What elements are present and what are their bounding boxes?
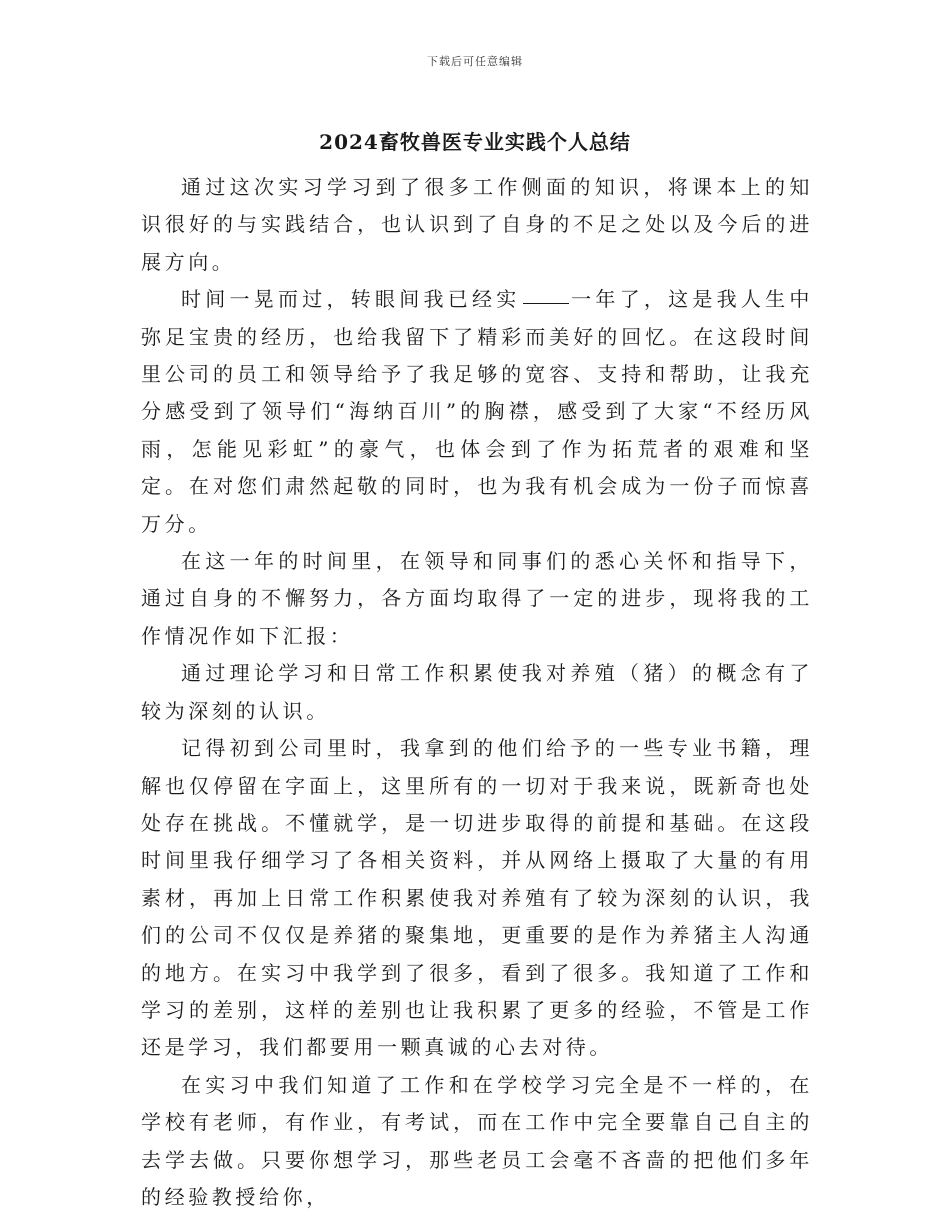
paragraph-4: 通过理论学习和日常工作积累使我对养殖（猪）的概念有了较为深刻的认识。 bbox=[141, 661, 813, 723]
paragraph-3: 在这一年的时间里，在领导和同事们的悉心关怀和指导下，通过自身的不懈努力，各方面均取得了一定的进步，现将我的工作情况作如下汇报： bbox=[141, 549, 813, 648]
paragraph-2-rest: 一年了，这是我人生中弥足宝贵的经历，也给我留下了精彩而美好的回忆。在这段时间里公司的员工和领导给予了我足够的宽容、支持和帮助，让我充分感受到了领导们“海纳百川”的胸襟，感受到了大家“不经历风雨，怎能见彩虹”的豪气，也体会到了作为拓荒者的艰难和坚定。在对您们肃然起敬的同时，也为我有机会成为一份子而惊喜万分。 bbox=[141, 287, 813, 536]
paragraph-1: 通过这次实习学习到了很多工作侧面的知识，将课本上的知识很好的与实践结合，也认识到了自身的不足之处以及今后的进展方向。 bbox=[141, 175, 813, 274]
paragraph-2 bbox=[141, 281, 813, 543]
paragraph-5: 记得初到公司里时，我拿到的他们给予的一些专业书籍，理解也仅停留在字面上，这里所有的一切对于我来说，既新奇也处处存在挑战。不懂就学，是一切进步取得的前提和基础。在这段时间里我仔细学习了各相关资料，并从网络上摄取了大量的有用素材，再加上日常工作积累使我对养殖有了较为深刻的认识，我们的公司不仅仅是养猪的聚集地，更重要的是作为养猪主人沟通的地方。在实习中我学到了很多，看到了很多。我知道了工作和学习的差别，这样的差别也让我积累了更多的经验，不管是工作还是学习，我们都要用一颗真诚的心去对待。 bbox=[141, 736, 813, 1060]
paragraph-2-start: 时间一晃而过，转眼间我已经实 bbox=[181, 287, 521, 312]
header-note: 下载后可任意编辑 bbox=[427, 55, 523, 68]
fill-in-blank bbox=[523, 302, 569, 304]
document-title: 2024畜牧兽医专业实践个人总结 bbox=[319, 130, 631, 154]
document-body bbox=[141, 169, 813, 1216]
paragraph-6: 在实习中我们知道了工作和在学校学习完全是不一样的，在学校有老师，有作业，有考试，而在工作中完全要靠自己自主的去学去做。只要你想学习，那些老员工会毫不吝啬的把他们多年的经验教授给你， bbox=[141, 1072, 813, 1209]
